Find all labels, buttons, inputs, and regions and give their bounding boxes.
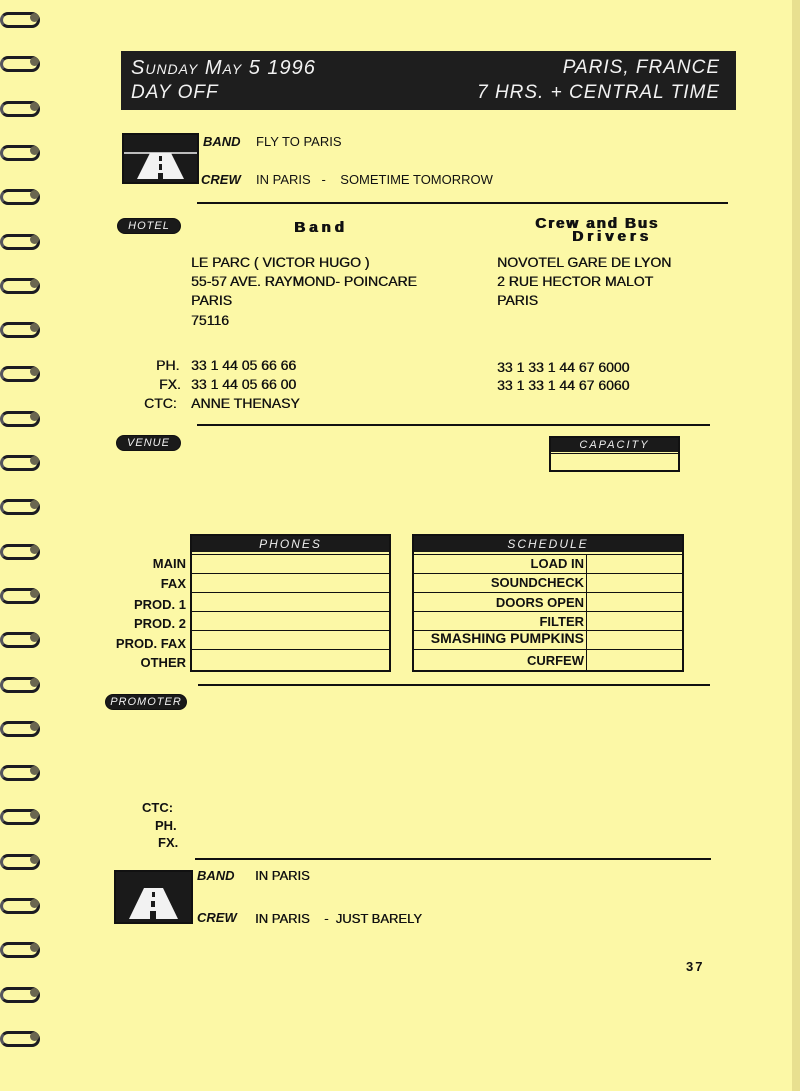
schedule-label-curfew: CURFEW — [526, 653, 584, 668]
phones-label-prod2: PROD. 2 — [133, 616, 186, 631]
phones-label-prod1: PROD. 1 — [133, 597, 186, 612]
travel-band-label: BAND — [203, 134, 241, 149]
phones-row-line — [192, 592, 389, 593]
promoter-fx-label: FX. — [158, 835, 179, 850]
spiral-coil — [0, 542, 42, 558]
hotel-contact: ANNE THENASY — [191, 395, 300, 411]
schedule-row-line — [414, 554, 682, 555]
capacity-row-line — [551, 453, 678, 454]
spiral-coil — [0, 320, 42, 336]
travel-bottom-crew-text: IN PARIS - JUST BARELY — [255, 911, 422, 926]
hotel-band-heading: Band — [294, 219, 348, 236]
spiral-coil — [0, 364, 42, 380]
spiral-coil — [0, 940, 42, 956]
promoter-ctc-label: CTC: — [142, 800, 174, 815]
header-date: Sunday May 5 1996 — [131, 57, 316, 79]
spiral-coil — [0, 675, 42, 691]
schedule-row-line — [414, 592, 682, 593]
spiral-coil — [0, 586, 42, 602]
hotel-band-name: LE PARC ( VICTOR HUGO ) — [191, 254, 370, 270]
hotel-crew-city: PARIS — [497, 292, 538, 308]
divider — [197, 424, 710, 426]
spiral-coil — [0, 1029, 42, 1045]
spiral-coil — [0, 187, 42, 203]
schedule-label-doors-open: DOORS OPEN — [495, 595, 584, 610]
spiral-coil — [0, 143, 42, 159]
travel-crew-label: CREW — [201, 172, 241, 187]
schedule-label-smashing-pumpkins: SMASHING PUMPKINS — [430, 630, 584, 646]
travel-band-text: FLY TO PARIS — [256, 134, 342, 149]
hotel-crew-heading-1: Crew and Bus — [535, 215, 660, 232]
capacity-box — [549, 436, 680, 472]
phones-label-prodfax: PROD. FAX — [115, 636, 186, 651]
phones-box — [190, 534, 391, 672]
spiral-coil — [0, 497, 42, 513]
hotel-crew-phone: 33 1 33 1 44 67 6000 — [497, 359, 630, 375]
spiral-coil — [0, 630, 42, 646]
hotel-crew-fax: 33 1 33 1 44 67 6060 — [497, 377, 630, 393]
hotel-ctc-label: CTC: — [144, 395, 177, 411]
phones-label-fax: FAX — [160, 576, 186, 591]
promoter-tag: PROMOTER — [105, 694, 187, 710]
phones-title: PHONES — [192, 536, 389, 552]
spiral-coil — [0, 453, 42, 469]
spiral-coil — [0, 232, 42, 248]
hotel-tag: HOTEL — [117, 218, 181, 234]
phones-label-other: OTHER — [140, 655, 186, 670]
hotel-fx-label: FX. — [159, 376, 181, 392]
travel-crew-text: IN PARIS - SOMETIME TOMORROW — [256, 172, 493, 187]
spiral-coil — [0, 409, 42, 425]
hotel-band-street: 55-57 AVE. RAYMOND- POINCARE — [191, 273, 417, 289]
divider — [197, 202, 728, 204]
schedule-title: SCHEDULE — [414, 536, 682, 552]
spiral-coil — [0, 99, 42, 115]
travel-bottom-band-label: BAND — [197, 868, 235, 883]
spiral-coil — [0, 985, 42, 1001]
header-day-type: DAY OFF — [131, 82, 219, 103]
promoter-ph-label: PH. — [155, 818, 177, 833]
spiral-coil — [0, 54, 42, 70]
schedule-row-line — [414, 573, 682, 574]
hotel-crew-street: 2 RUE HECTOR MALOT — [497, 273, 654, 289]
hotel-band-fax: 33 1 44 05 66 00 — [191, 376, 297, 392]
travel-bottom-band-text: IN PARIS — [255, 868, 310, 883]
spiral-coil — [0, 896, 42, 912]
hotel-ph-label: PH. — [156, 357, 180, 373]
schedule-label-filter: FILTER — [539, 614, 584, 629]
phones-row-line — [192, 554, 389, 555]
spiral-coil — [0, 852, 42, 868]
phones-row-line — [192, 573, 389, 574]
hotel-crew-name: NOVOTEL GARE DE LYON — [497, 254, 672, 270]
hotel-band-city: PARIS — [191, 292, 232, 308]
divider — [195, 858, 711, 860]
travel-bottom-crew-label: CREW — [197, 910, 237, 925]
spiral-coil — [0, 807, 42, 823]
phones-row-line — [192, 611, 389, 612]
schedule-row-line — [414, 611, 682, 612]
spiral-coil — [0, 763, 42, 779]
page-number: 37 — [686, 959, 705, 974]
road-icon — [114, 870, 193, 924]
divider — [198, 684, 710, 686]
page-edge — [792, 0, 800, 1091]
phones-label-main: MAIN — [152, 556, 186, 571]
road-icon — [122, 133, 199, 184]
spiral-coil — [0, 719, 42, 735]
hotel-band-phone: 33 1 44 05 66 66 — [191, 357, 297, 373]
schedule-row-line — [414, 649, 682, 650]
header-city: PARIS, FRANCE — [562, 57, 720, 78]
hotel-crew-heading-2: Drivers — [572, 228, 652, 245]
phones-row-line — [192, 630, 389, 631]
day-header — [121, 51, 736, 110]
venue-tag: VENUE — [116, 435, 181, 451]
schedule-label-load-in: LOAD IN — [530, 556, 584, 571]
capacity-label: CAPACITY — [551, 438, 678, 452]
hotel-band-zip: 75116 — [191, 312, 229, 328]
phones-row-line — [192, 649, 389, 650]
spiral-coil — [0, 10, 42, 26]
header-time-zone: 7 HRS. + CENTRAL TIME — [477, 82, 720, 103]
spiral-coil — [0, 276, 42, 292]
schedule-col-line — [586, 554, 587, 670]
schedule-label-soundcheck: SOUNDCHECK — [490, 575, 584, 590]
